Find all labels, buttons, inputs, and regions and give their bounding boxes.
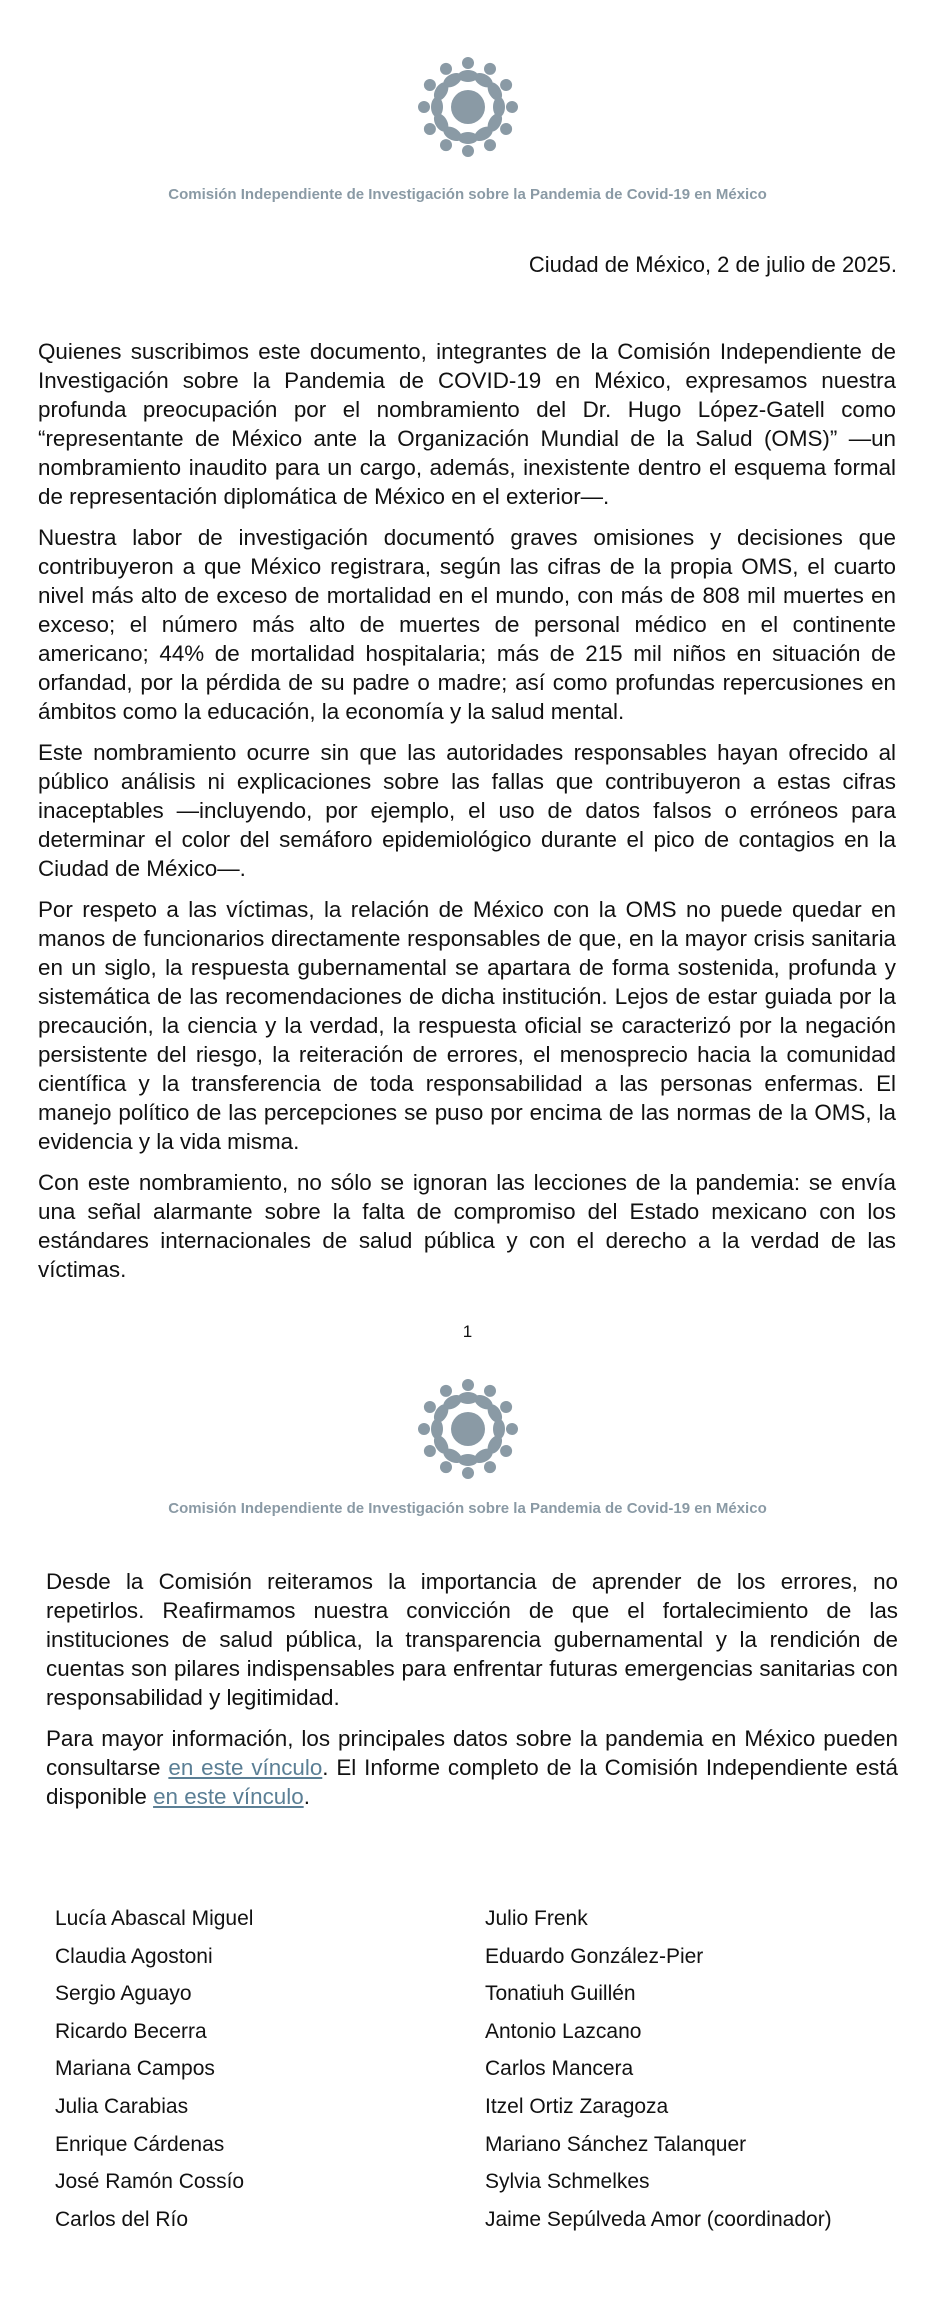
signatory-name: Eduardo González-Pier <box>485 1944 704 1968</box>
logo-figure-head <box>423 1401 435 1413</box>
signatory-name: Jaime Sepúlveda Amor (coordinador) <box>485 2207 832 2231</box>
paragraph: Por respeto a las víctimas, la relación de México con la OMS no puede quedar en manos de funcionarios directamente responsables de que, en la mayor crisis sanitaria en un siglo, la respuesta gubernamental se apartara de forma sostenida, profunda y sistemática de las recomendaciones de dicha institución. Lejos de estar guiada por la precaución, la ciencia y la verdad, la respuesta oficial se caracterizó por la negación persistente del riesgo, la reiteración de errores, el menosprecio hacia la comunidad científica y la transferencia de toda responsabilidad a las personas enfermas. El manejo político de las percepciones se puso por encima de las normas de la OMS, la evidencia y la vida misma. <box>38 897 896 1154</box>
signatories-right <box>485 1900 832 2238</box>
paragraph: Con este nombramiento, no sólo se ignoran las lecciones de la pandemia: se envía una señal alarmante sobre la falta de compromiso del Estado mexicano con los estándares internacionales de salud pública y con el derecho a la verdad de las víctimas. <box>38 1170 896 1282</box>
text-span: Para mayor información, los principales datos sobre la pandemia en México pueden consultarse <box>46 1726 898 1780</box>
signatory-name: José Ramón Cossío <box>55 2170 245 2194</box>
logo-figure-head <box>484 63 496 75</box>
signatory-name: Antonio Lazcano <box>485 2019 642 2043</box>
logo-figure-head <box>423 123 435 135</box>
signatory-name: Enrique Cárdenas <box>55 2132 225 2156</box>
paragraph: Este nombramiento ocurre sin que las autoridades responsables hayan ofrecido al público análisis ni explicaciones sobre las fallas que contribuyeron a estas cifras inaceptables —incluyendo, por ejemplo, el uso de datos falsos o erróneos para determinar el color del semáforo epidemiológico durante el pico de contagios en la Ciudad de México—. <box>38 740 896 881</box>
report-link[interactable]: en este vínculo <box>153 1784 304 1809</box>
dateline: Ciudad de México, 2 de julio de 2025. <box>528 252 897 277</box>
logo-figure-head <box>506 1423 518 1435</box>
signatory-name: Julio Frenk <box>485 1907 588 1930</box>
logo-figure-head <box>500 123 512 135</box>
signatory-name: Ricardo Becerra <box>55 2019 207 2043</box>
page-2 <box>0 1370 935 2309</box>
logo-figure-head <box>423 1445 435 1457</box>
logo-figure-head <box>462 1379 474 1391</box>
logo-figure-head <box>418 1423 430 1435</box>
paragraph: Desde la Comisión reiteramos la importancia de aprender de los errores, no repetirlos. Reafirmamos nuestra convicción de que el fortalecimiento de las instituciones de salud pública, la transparencia gubernamental y la rendición de cuentas son pilares indispensables para enfrentar futuras emergencias sanitarias con responsabilidad y legitimidad. <box>46 1569 898 1710</box>
signatory-name: Carlos Mancera <box>485 2057 634 2081</box>
data-link[interactable]: en este vínculo <box>168 1755 323 1780</box>
commission-logo-icon <box>416 1377 520 1481</box>
organization-name: Comisión Independiente de Investigación sobre la Pandemia de Covid-19 en México <box>168 1500 767 1517</box>
signatory-name: Itzel Ortiz Zaragoza <box>485 2094 669 2118</box>
signatory-name: Mariano Sánchez Talanquer <box>485 2132 747 2156</box>
signatory-name: Sylvia Schmelkes <box>485 2170 650 2194</box>
logo-figure-head <box>506 101 518 113</box>
signatories-left <box>55 1900 253 2238</box>
logo-figure-head <box>423 79 435 91</box>
logo-figure-head <box>484 1385 496 1397</box>
letter-body <box>46 1567 898 1823</box>
logo-figure-head <box>462 145 474 157</box>
signatory-name: Tonatiuh Guillén <box>485 1982 636 2006</box>
page-number: 1 <box>462 1322 473 1341</box>
text-span: . El Informe completo de la Comisión Independiente está disponible <box>46 1755 898 1809</box>
logo-figure-head <box>440 1461 452 1473</box>
text-span: . <box>303 1784 310 1809</box>
paragraph: Nuestra labor de investigación documentó graves omisiones y decisiones que contribuyeron a que México registrara, según las cifras de la propia OMS, el cuarto nivel más alto de exceso de mortalidad en el mundo, con más de 808 mil muertes en exceso; el número más alto de muertes de personal médico en el continente americano; 44% de mortalidad hospitalaria; más de 215 mil niños en situación de orfandad, por la pérdida de su padre o madre; así como profundas repercusiones en ámbitos como la educación, la economía y la salud mental. <box>38 525 896 724</box>
signatory-name: Sergio Aguayo <box>55 1982 192 2006</box>
signatory-name: Carlos del Río <box>55 2207 189 2231</box>
signatory-name: Julia Carabias <box>55 2094 189 2118</box>
logo-figure-head <box>462 1467 474 1479</box>
logo-figure-head <box>500 1401 512 1413</box>
signatory-name: Lucía Abascal Miguel <box>55 1907 254 1930</box>
letter-body <box>38 337 896 1296</box>
logo-figure-head <box>440 1385 452 1397</box>
organization-name: Comisión Independiente de Investigación sobre la Pandemia de Covid-19 en México <box>168 186 767 203</box>
logo-figure-head <box>500 1445 512 1457</box>
signatory-name: Mariana Campos <box>55 2057 215 2081</box>
paragraph <box>46 1724 898 1811</box>
logo-figure-head <box>500 79 512 91</box>
logo-figure-head <box>484 1461 496 1473</box>
logo-figure-head <box>440 139 452 151</box>
signatory-name: Claudia Agostoni <box>55 1944 213 1968</box>
logo-figure-head <box>462 57 474 69</box>
paragraph: Quienes suscribimos este documento, integrantes de la Comisión Independiente de Investigación sobre la Pandemia de COVID-19 en México, expresamos nuestra profunda preocupación por el nombramiento del Dr. Hugo López-Gatell como “representante de México ante la Organización Mundial de la Salud (OMS)” —un nombramiento inaudito para un cargo, además, inexistente dentro el esquema formal de representación diplomática de México en el exterior—. <box>38 339 896 509</box>
logo-figure-head <box>484 139 496 151</box>
commission-logo-icon <box>416 55 520 159</box>
logo-figure-head <box>440 63 452 75</box>
logo-figure-head <box>418 101 430 113</box>
